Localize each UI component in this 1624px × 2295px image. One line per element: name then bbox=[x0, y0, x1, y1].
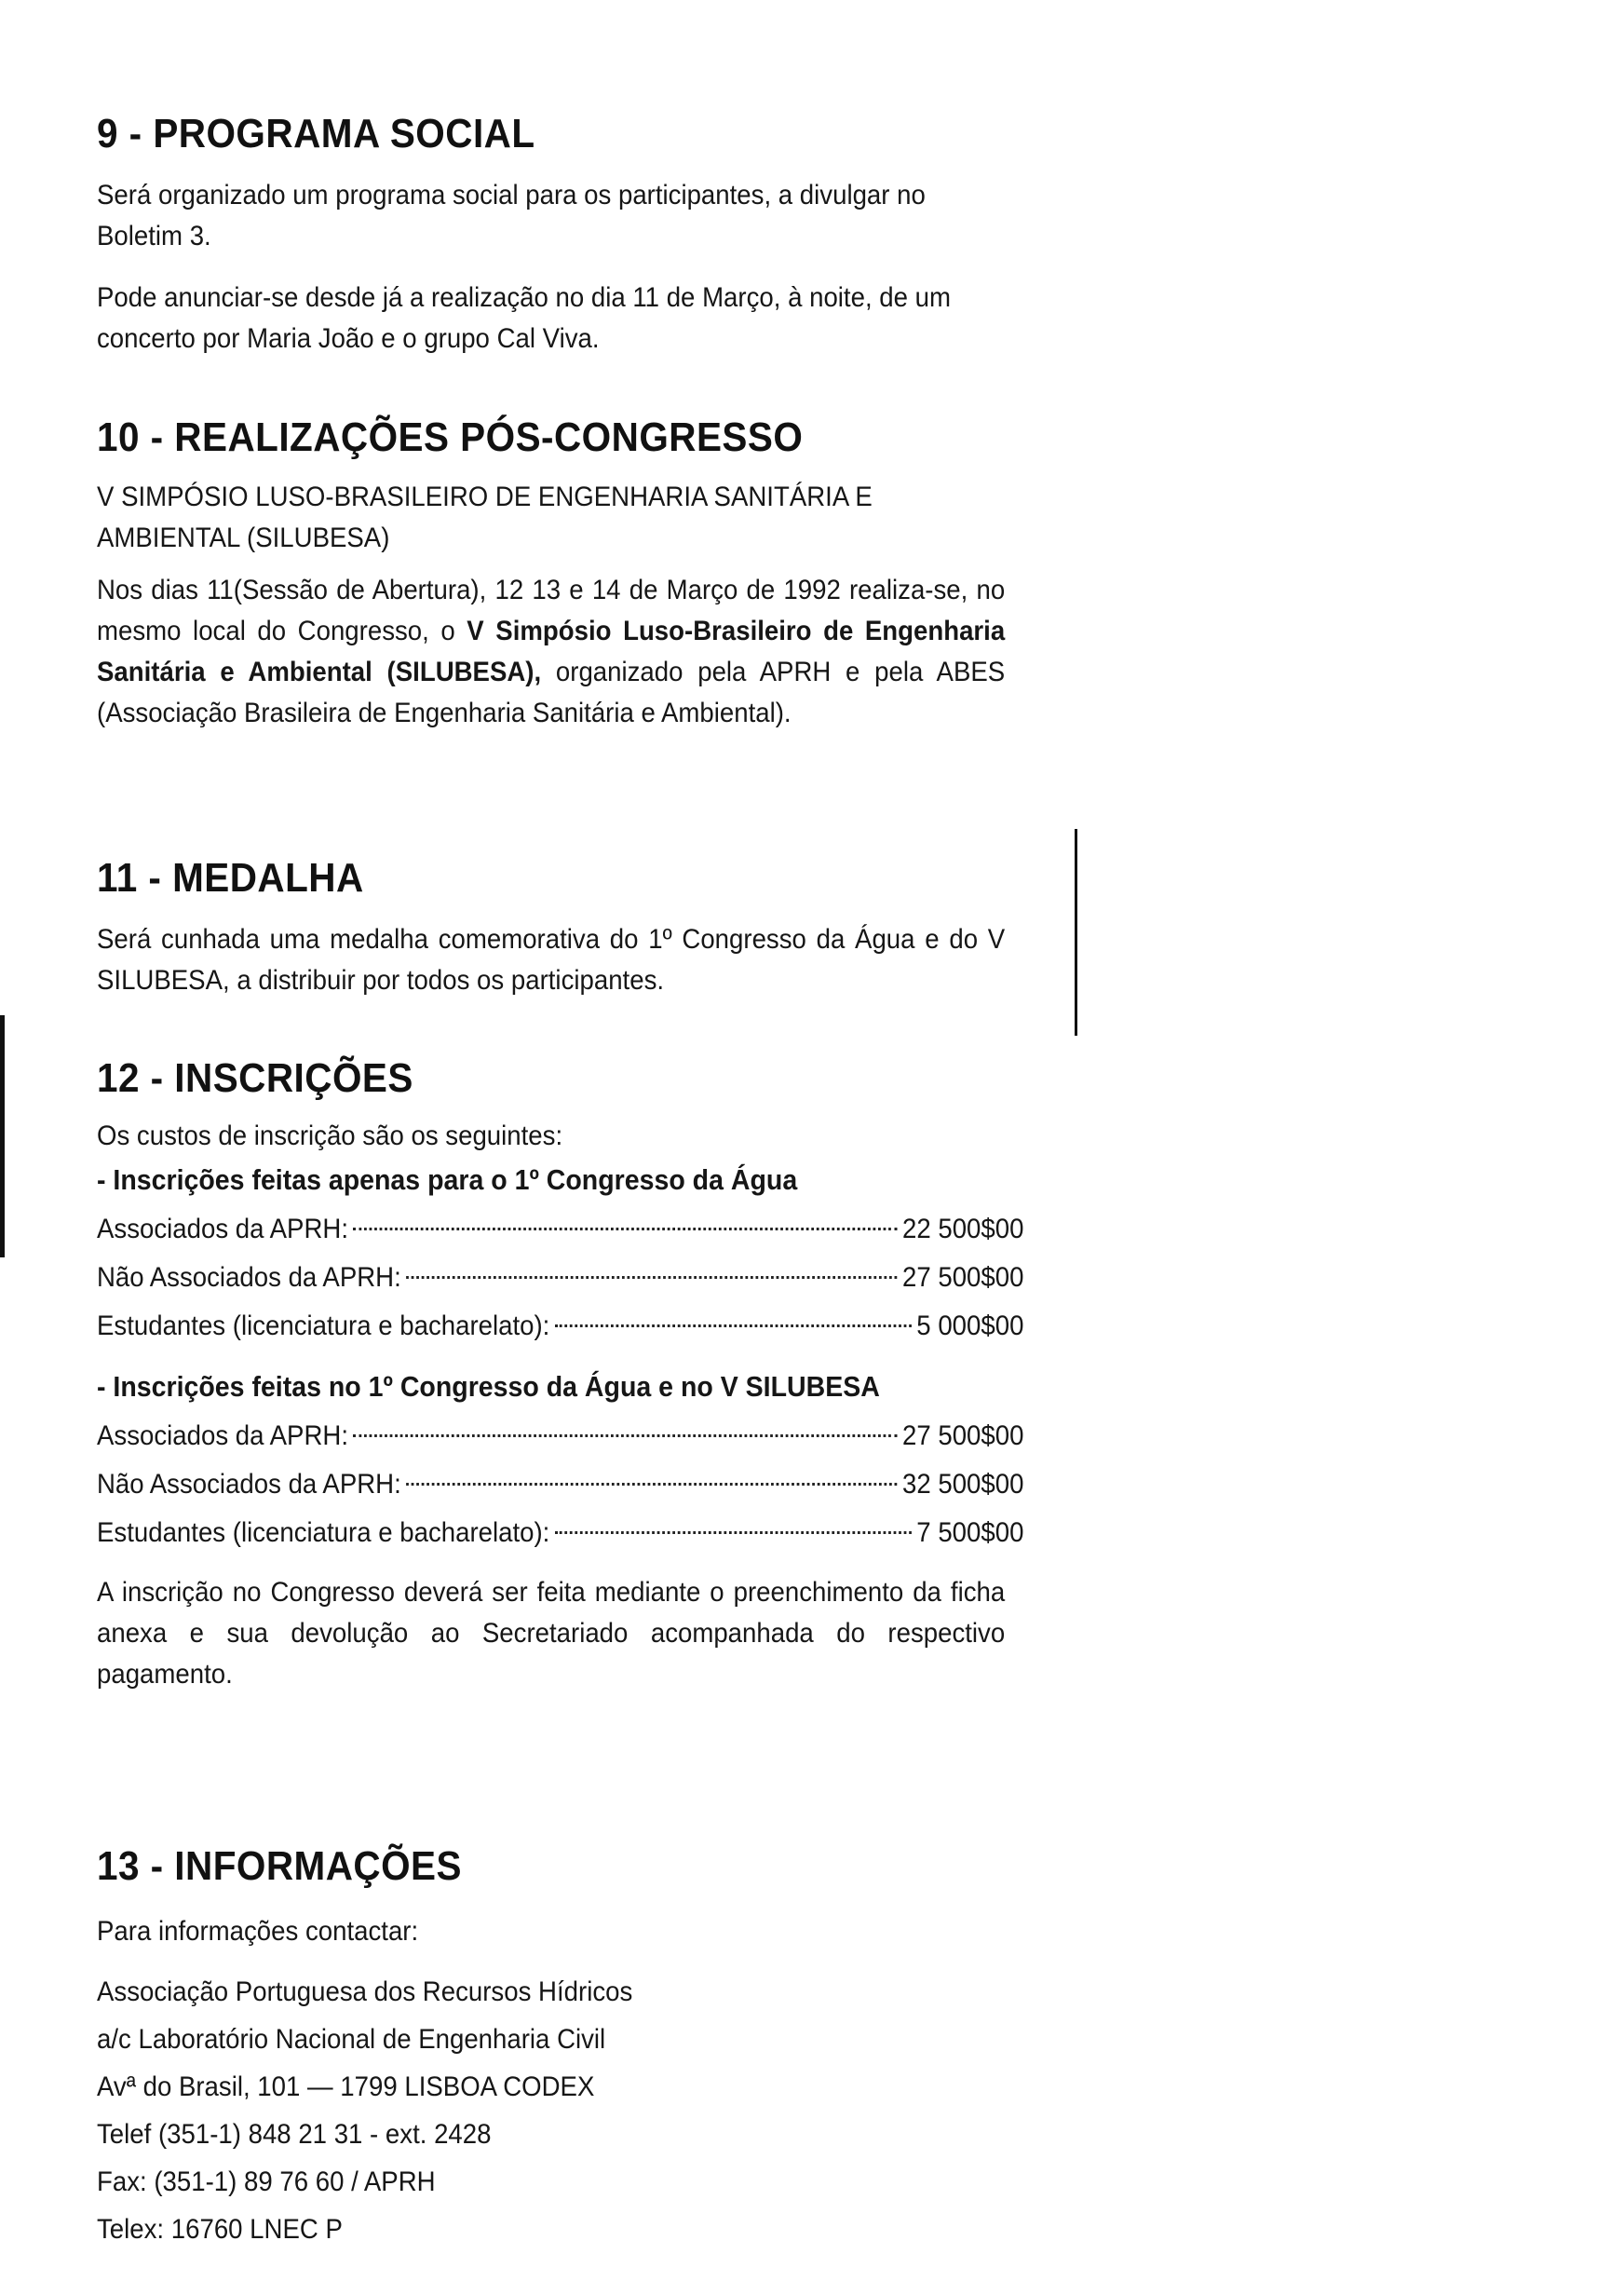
fee-amount: 5 000$00 bbox=[916, 1310, 1024, 1341]
telex-line: Telex: 16760 LNEC P bbox=[97, 2214, 343, 2245]
subtitle: V SIMPÓSIO LUSO-BRASILEIRO DE ENGENHARIA SANITÁRIA E AMBIENTAL (SILUBESA) bbox=[97, 482, 873, 553]
left-edge-mark bbox=[0, 1015, 5, 1257]
fee-label: Estudantes (licenciatura e bacharelato): bbox=[97, 1310, 550, 1341]
fax-line: Fax: (351-1) 89 76 60 / APRH bbox=[97, 2166, 436, 2197]
section-heading: 12 - INSCRIÇÕES bbox=[97, 1055, 413, 1101]
dot-leader bbox=[406, 1276, 897, 1279]
fee-row bbox=[97, 1412, 1023, 1460]
paragraph: Nos dias 11(Sessão de Abertura), 12 13 e 14 de Março de 1992 realiza-se, no mesmo local do Congresso, o V Simpósio Luso-Brasileiro de Engenharia Sanitária e Ambiental (SILUBESA), organizado pela APRH e pela ABES (Associação Brasileira de Engenharia Sanitária e Ambiental). bbox=[97, 575, 1006, 728]
contact-address bbox=[97, 1968, 1009, 2253]
fee-amount: 32 500$00 bbox=[901, 1469, 1024, 1500]
paragraph: Será cunhada uma medalha comemorativa do 1º Congresso da Água e do V SILUBESA, a distribuir por todos os participantes. bbox=[97, 924, 1006, 996]
right-margin-mark bbox=[1075, 829, 1077, 1036]
fee-label: Não Associados da APRH: bbox=[97, 1469, 401, 1500]
fee-row bbox=[97, 1302, 1023, 1351]
dot-leader bbox=[406, 1483, 897, 1486]
section-inscricoes bbox=[97, 1052, 1024, 1695]
section-heading: 9 - PROGRAMA SOCIAL bbox=[97, 111, 535, 156]
fee-group-title: - Inscrições feitas no 1º Congresso da Água e no V SILUBESA bbox=[97, 1370, 880, 1403]
intro-text: Para informações contactar: bbox=[97, 1916, 419, 1947]
section-realizacoes bbox=[97, 412, 1009, 734]
address-line: a/c Laboratório Nacional de Engenharia Civil bbox=[97, 2024, 606, 2055]
fee-amount: 27 500$00 bbox=[901, 1262, 1024, 1293]
section-heading: 10 - REALIZAÇÕES PÓS-CONGRESSO bbox=[97, 414, 804, 460]
dot-leader bbox=[354, 1434, 898, 1437]
fee-label: Associados da APRH: bbox=[97, 1214, 349, 1244]
section-medalha bbox=[97, 852, 1009, 1001]
fee-label: Estudantes (licenciatura e bacharelato): bbox=[97, 1517, 550, 1548]
fee-row bbox=[97, 1205, 1023, 1254]
fee-list-congresso-silubesa bbox=[97, 1412, 1024, 1557]
fee-list-congresso bbox=[97, 1205, 1024, 1351]
phone-line: Telef (351-1) 848 21 31 - ext. 2428 bbox=[97, 2119, 492, 2150]
fee-label: Associados da APRH: bbox=[97, 1420, 349, 1451]
dot-leader bbox=[354, 1228, 898, 1230]
section-informacoes bbox=[97, 1840, 1009, 2253]
intro-text: Os custos de inscrição são os seguintes: bbox=[97, 1120, 563, 1151]
fee-row bbox=[97, 1254, 1023, 1302]
fee-row bbox=[97, 1509, 1023, 1557]
fee-amount: 27 500$00 bbox=[901, 1420, 1024, 1451]
address-line: Associação Portuguesa dos Recursos Hídricos bbox=[97, 1976, 633, 2007]
dot-leader bbox=[555, 1531, 912, 1534]
fee-row bbox=[97, 1460, 1023, 1509]
dot-leader bbox=[555, 1324, 912, 1327]
fee-amount: 7 500$00 bbox=[916, 1517, 1024, 1548]
paragraph: Será organizado um programa social para os participantes, a divulgar no Boletim 3. bbox=[97, 180, 926, 251]
paragraph: A inscrição no Congresso deverá ser feita mediante o preenchimento da ficha anexa e sua devolução ao Secretariado acompanhada do respectivo pagamento. bbox=[97, 1577, 1006, 1690]
fee-group-title: - Inscrições feitas apenas para o 1º Congresso da Água bbox=[97, 1163, 798, 1196]
section-programa-social bbox=[97, 108, 1009, 360]
address-line: Avª do Brasil, 101 — 1799 LISBOA CODEX bbox=[97, 2071, 595, 2102]
paragraph: Pode anunciar-se desde já a realização no dia 11 de Março, à noite, de um concerto por Maria João e o grupo Cal Viva. bbox=[97, 282, 952, 354]
section-heading: 11 - MEDALHA bbox=[97, 855, 364, 901]
fee-label: Não Associados da APRH: bbox=[97, 1262, 401, 1293]
fee-amount: 22 500$00 bbox=[901, 1214, 1024, 1244]
section-heading: 13 - INFORMAÇÕES bbox=[97, 1843, 462, 1889]
